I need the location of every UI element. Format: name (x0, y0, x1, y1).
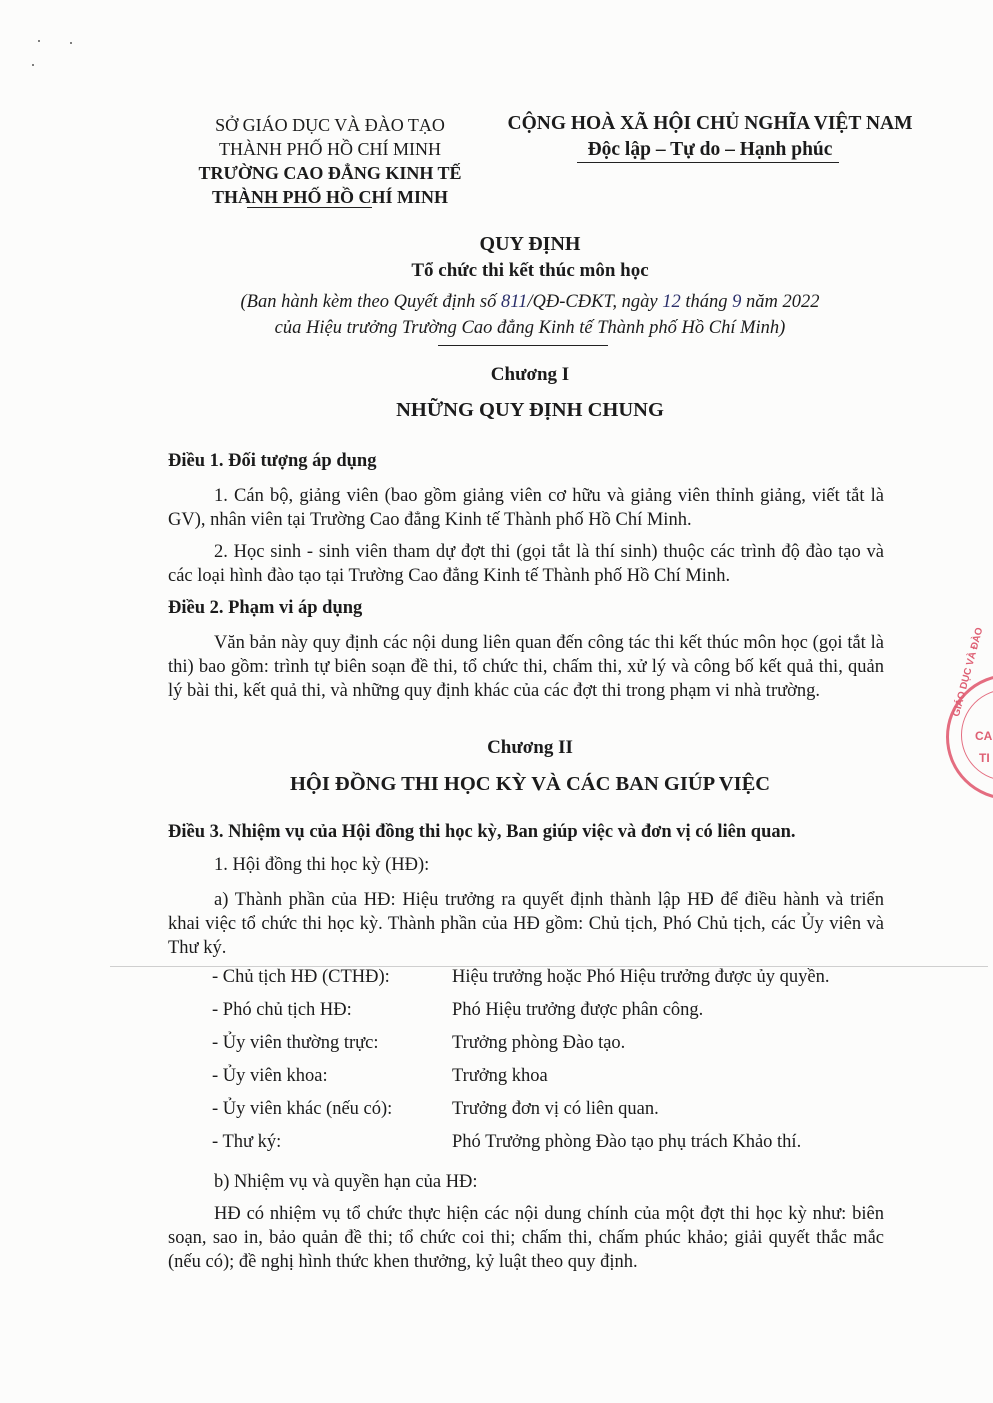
issuance-line-2: của Hiệu trưởng Trường Cao đẳng Kinh tế Thành phố Hồ Chí Minh) (274, 318, 786, 338)
seal-text: GIÁO DỤC VÀ ĐÀO (951, 626, 986, 718)
role-value: Trưởng khoa (452, 1066, 548, 1086)
document-title: QUY ĐỊNH (479, 233, 581, 255)
scan-speck (38, 40, 40, 42)
role-value: Trưởng phòng Đào tạo. (452, 1033, 626, 1053)
scan-speck (32, 64, 34, 66)
handwritten-day: 12 (662, 292, 681, 312)
article-3-item-b-text: HĐ có nhiệm vụ tổ chức thực hiện các nội dung chính của một đợt thi học kỳ như: biên soạn, sao in, bảo quản đề thi; tổ chức coi thi; chấm thi, chấm phúc khảo; giải quyết thắc mắc (nếu có); đề nghị hình thức khen thưởng, kỷ luật theo quy định. (168, 1204, 884, 1272)
issuance-text: (Ban hành kèm theo Quyết định số (240, 292, 501, 312)
issuance-line-1 (150, 292, 910, 313)
scan-speck (70, 42, 72, 44)
document-subtitle: Tổ chức thi kết thúc môn học (411, 260, 649, 281)
article-1-paragraph-2: 2. Học sinh - sinh viên tham dự đợt thi (gọi tắt là thí sinh) thuộc các trình độ đào tạo và các loại hình đào tạo tại Trường Cao đẳng Kinh tế Thành phố Hồ Chí Minh. (168, 542, 884, 586)
handwritten-month: 9 (732, 292, 742, 312)
role-row (212, 1132, 892, 1165)
role-name: - Ủy viên khoa: (212, 1066, 328, 1086)
issuer-line-3: TRƯỜNG CAO ĐẲNG KINH TẾ (198, 163, 462, 183)
issuer-underline (247, 207, 372, 208)
article-3-item-b: b) Nhiệm vụ và quyền hạn của HĐ: (214, 1172, 478, 1192)
article-1-paragraph-1: 1. Cán bộ, giảng viên (bao gồm giảng viên cơ hữu và giảng viên thỉnh giảng, viết tắt là GV), nhân viên tại Trường Cao đẳng Kinh tế Thành phố Hồ Chí Minh. (168, 486, 884, 530)
role-row (212, 1066, 892, 1099)
issuer-line-2: THÀNH PHỐ HỒ CHÍ MINH (219, 139, 441, 159)
handwritten-decision-number: 811 (501, 292, 528, 312)
issuance-text: năm 2022 (741, 292, 820, 312)
article-2-heading: Điều 2. Phạm vi áp dụng (168, 598, 363, 618)
seal-text: CA (975, 729, 993, 743)
chapter-2-title: HỘI ĐỒNG THI HỌC KỲ VÀ CÁC BAN GIÚP VIỆC (289, 773, 771, 795)
role-value: Trưởng đơn vị có liên quan. (452, 1099, 659, 1119)
issuer-header (175, 113, 485, 209)
national-header (505, 111, 915, 163)
national-motto: Độc lập – Tự do – Hạnh phúc (587, 139, 833, 160)
role-name: - Phó chủ tịch HĐ: (212, 1000, 352, 1020)
issuance-text: /QĐ-CĐKT, ngày (527, 292, 663, 312)
role-name: - Thư ký: (212, 1132, 282, 1152)
article-3-item-1: 1. Hội đồng thi học kỳ (HĐ): (214, 855, 430, 875)
seal-text: TI (979, 751, 990, 765)
article-1-heading: Điều 1. Đối tượng áp dụng (168, 451, 377, 471)
role-name: - Ủy viên thường trực: (212, 1033, 379, 1053)
national-title: CỘNG HOÀ XÃ HỘI CHỦ NGHĨA VIỆT NAM (507, 113, 913, 134)
role-name: - Chủ tịch HĐ (CTHĐ): (212, 967, 390, 987)
council-roles-list (212, 967, 892, 1165)
role-row (212, 967, 892, 1000)
article-3-heading: Điều 3. Nhiệm vụ của Hội đồng thi học kỳ, Ban giúp việc và đơn vị có liên quan. (168, 822, 796, 842)
chapter-1-label: Chương I (490, 364, 570, 385)
chapter-2-label: Chương II (487, 737, 573, 758)
issuance-text: tháng (680, 292, 733, 312)
role-value: Phó Trưởng phòng Đào tạo phụ trách Khảo thí. (452, 1132, 802, 1152)
issuer-line-1: SỞ GIÁO DỤC VÀ ĐÀO TẠO (215, 115, 445, 135)
role-row (212, 1099, 892, 1132)
role-value: Hiệu trưởng hoặc Phó Hiệu trưởng được ủy quyền. (452, 967, 830, 987)
title-underline (438, 345, 608, 346)
role-name: - Ủy viên khác (nếu có): (212, 1099, 393, 1119)
official-seal-stamp (946, 626, 993, 800)
role-row (212, 1033, 892, 1066)
chapter-1-title: NHỮNG QUY ĐỊNH CHUNG (396, 399, 664, 421)
issuer-line-4: THÀNH PHỐ HỒ CHÍ MINH (211, 187, 448, 207)
motto-underline (577, 162, 839, 163)
article-2-paragraph-1: Văn bản này quy định các nội dung liên quan đến công tác thi kết thúc môn học (gọi tắt là thi) bao gồm: trình tự biên soạn đề thi, tổ chức thi, chấm thi, xử lý và công bố kết quả thi, quản lý bài thi, kết quả thi, và những quy định khác của các đợt thi trong phạm vi nhà trường. (168, 633, 884, 701)
article-3-item-a: a) Thành phần của HĐ: Hiệu trưởng ra quyết định thành lập HĐ để điều hành và triển khai việc tổ chức thi học kỳ. Thành phần của HĐ gồm: Chủ tịch, Phó Chủ tịch, các Ủy viên và Thư ký. (168, 890, 884, 958)
role-value: Phó Hiệu trưởng được phân công. (452, 1000, 704, 1020)
role-row (212, 1000, 892, 1033)
